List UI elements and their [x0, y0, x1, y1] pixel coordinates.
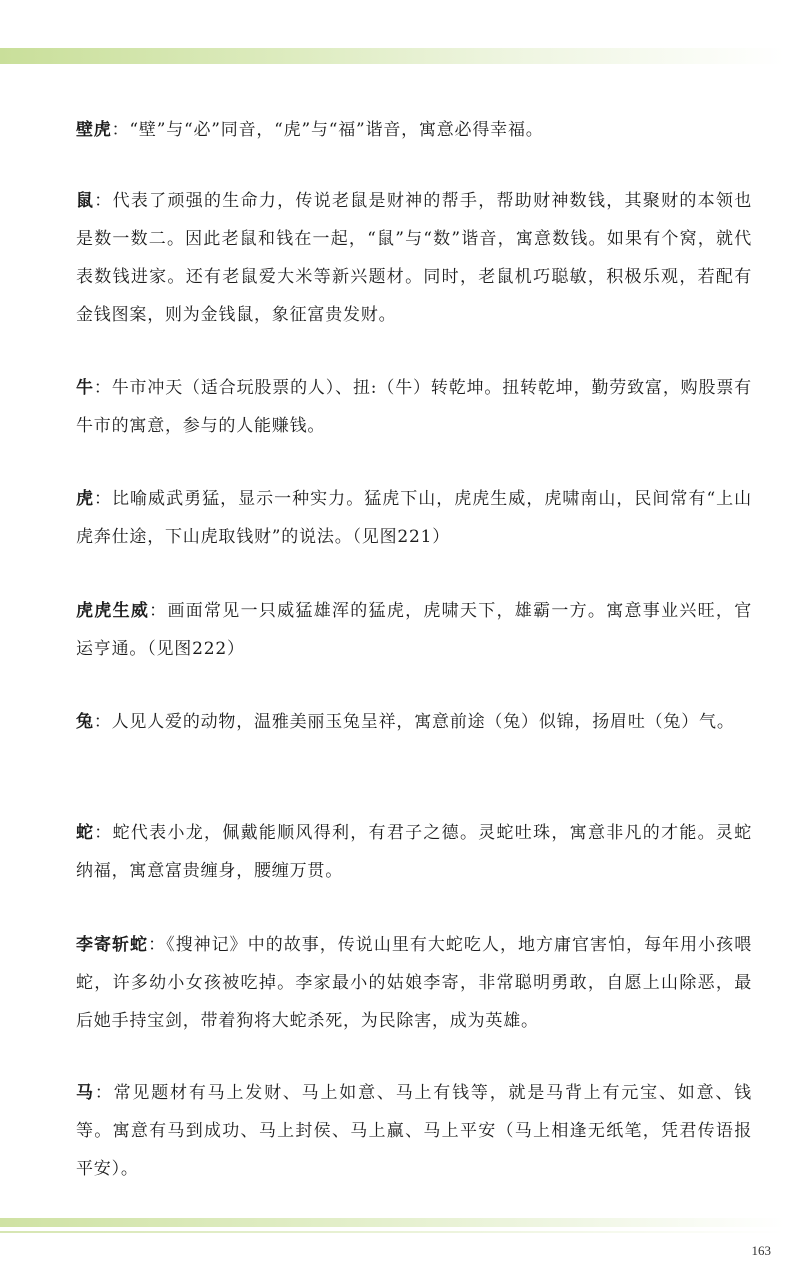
entry-separator: ： — [94, 489, 113, 509]
entry-text: 蛇代表小龙，佩戴能顺风得利，有君子之德。灵蛇吐珠，寓意非凡的才能。灵蛇纳福，寓意富贵缠身，腰缠万贯。 — [76, 823, 753, 881]
entry-term: 马 — [76, 1083, 95, 1103]
entry-term: 虎 — [76, 489, 95, 509]
entry-huhushengwei — [76, 592, 752, 668]
footer-decorative-band — [0, 1218, 785, 1227]
entry-ma — [76, 1074, 752, 1188]
entry-term: 壁虎 — [76, 120, 112, 140]
footer-rule — [0, 1231, 785, 1233]
entry-term: 李寄斩蛇 — [76, 935, 149, 955]
entry-she — [76, 814, 752, 890]
header-decorative-band — [0, 48, 785, 64]
entry-text: “壁”与“必”同音，“虎”与“福”谐音，寓意必得幸福。 — [129, 120, 544, 140]
entry-text: 《搜神记》中的故事，传说山里有大蛇吃人，地方庸官害怕，每年用小孩喂蛇，许多幼小女孩被吃掉。李家最小的姑娘李寄，非常聪明勇敢，自愿上山除恶，最后她手持宝剑，带着狗将大蛇杀死，为民除害，成为英雄。 — [76, 935, 752, 1031]
entry-separator: ： — [94, 1083, 114, 1103]
entry-text: 牛市冲天（适合玩股票的人）、扭:（牛）转乾坤。扭转乾坤，勤劳致富，购股票有牛市的寓意，参与的人能赚钱。 — [76, 378, 752, 436]
entry-term: 蛇 — [76, 823, 95, 843]
entry-text: 画面常见一只威猛雄浑的猛虎，虎啸天下，雄霸一方。寓意事业兴旺，官运亨通。（见图222） — [76, 601, 752, 659]
entry-text: 比喻威武勇猛，显示一种实力。猛虎下山，虎虎生威，虎啸南山，民间常有“上山虎奔仕途，下山虎取钱财”的说法。（见图221） — [76, 489, 752, 547]
entry-separator: ： — [93, 378, 112, 398]
entry-hu — [76, 480, 752, 556]
entry-term: 鼠 — [76, 191, 95, 211]
entry-lijizhanshe — [76, 926, 752, 1040]
entry-text: 常见题材有马上发财、马上如意、马上有钱等，就是马背上有元宝、如意、钱等。寓意有马到成功、马上封侯、马上赢、马上平安（马上相逢无纸笔，凭君传语报平安）。 — [76, 1083, 752, 1179]
entry-separator: ： — [149, 601, 168, 621]
page-number: 163 — [751, 1243, 771, 1258]
entry-separator: ： — [148, 935, 167, 955]
entry-text: 代表了顽强的生命力，传说老鼠是财神的帮手，帮助财神数钱，其聚财的本领也是数一数二。因此老鼠和钱在一起，“鼠”与“数”谐音，寓意数钱。如果有个窝，就代表数钱进家。还有老鼠爱大米等新兴题材。同时，老鼠机巧聪敏，积极乐观，若配有金钱图案，则为金钱鼠，象征富贵发财。 — [76, 191, 753, 325]
entry-tu — [76, 703, 752, 741]
entry-term: 牛 — [76, 378, 94, 398]
entry-bihu — [76, 111, 752, 149]
entry-separator: ： — [111, 120, 130, 140]
entry-text: 人见人爱的动物，温雅美丽玉兔呈祥，寓意前途（兔）似锦，扬眉吐（兔）气。 — [111, 712, 735, 732]
entry-separator: ： — [94, 823, 113, 843]
entry-niu — [76, 369, 752, 445]
entry-separator: ： — [94, 191, 113, 211]
entry-term: 虎虎生威 — [76, 601, 150, 621]
entry-term: 兔 — [76, 712, 94, 732]
entry-separator: ： — [93, 712, 112, 732]
entry-shu — [76, 182, 752, 334]
